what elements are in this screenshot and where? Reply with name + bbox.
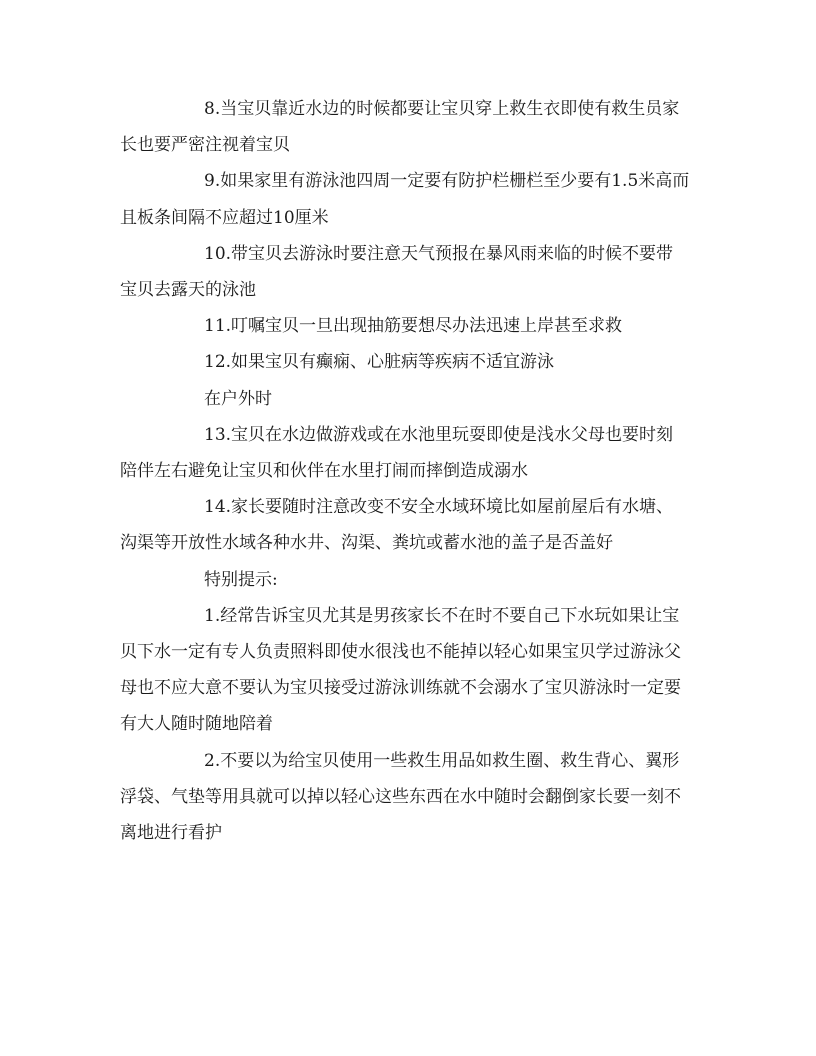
paragraph-10: 10.带宝贝去游泳时要注意天气预报在暴风雨来临的时候不要带宝贝去露天的泳池 bbox=[120, 243, 674, 301]
paragraph-14: 14.家长要随时注意改变不安全水域环境比如屋前屋后有水塘、沟渠等开放性水域各种水井、沟渠、粪坑或蓄水池的盖子是否盖好 bbox=[120, 497, 674, 554]
document-body bbox=[120, 91, 690, 851]
paragraph-12: 12.如果宝贝有癫痫、心脏病等疾病不适宜游泳 bbox=[204, 352, 555, 373]
tip-2: 2.不要以为给宝贝使用一些救生用品如救生圈、救生背心、翼形浮袋、气垫等用具就可以掉以轻心这些东西在水中随时会翻倒家长要一刻不离地进行看护 bbox=[120, 750, 681, 844]
tip-1: 1.经常告诉宝贝尤其是男孩家长不在时不要自己下水玩如果让宝贝下水一定有专人负责照料即使水很浅也不能掉以轻心如果宝贝学过游泳父母也不应大意不要认为宝贝接受过游泳训练就不会溺水了宝贝游泳时一定要有大人随时随地陪着 bbox=[120, 605, 681, 735]
paragraph-11: 11.叮嘱宝贝一旦出现抽筋要想尽办法迅速上岸甚至求救 bbox=[204, 316, 623, 337]
paragraph-9: 9.如果家里有游泳池四周一定要有防护栏栅栏至少要有1.5米高而且板条间隔不应超过10厘米 bbox=[120, 171, 690, 228]
paragraph-8: 8.当宝贝靠近水边的时候都要让宝贝穿上救生衣即使有救生员家长也要严密注视着宝贝 bbox=[120, 99, 680, 156]
section-heading-outdoors: 在户外时 bbox=[204, 388, 272, 409]
special-tips-heading: 特别提示: bbox=[204, 569, 278, 590]
paragraph-13: 13.宝贝在水边做游戏或在水池里玩耍即使是浅水父母也要时刻陪伴左右避免让宝贝和伙伴在水里打闹而摔倒造成溺水 bbox=[120, 424, 674, 482]
